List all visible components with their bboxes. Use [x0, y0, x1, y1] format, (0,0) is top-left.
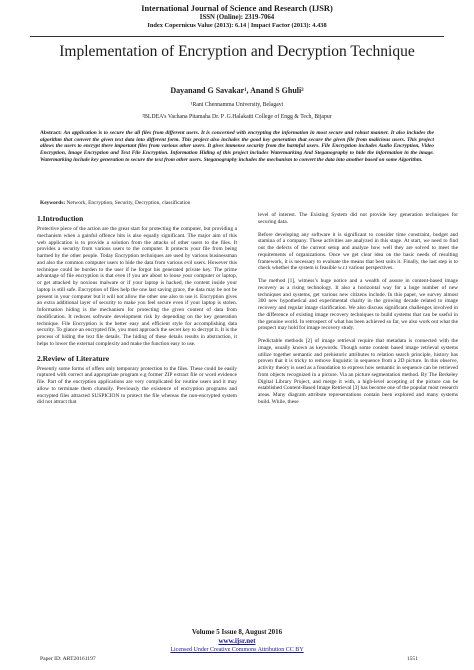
footer-volume: Volume 5 Issue 8, August 2016 [191, 628, 283, 636]
abstract-text: An application is to secure the all files from different users. It is concerned with encrypting the information in most secure and robust manner. It also includes the algorithm that convert the given text data into different form. This project also includes the good key generation that secure the given file from malicious users. This project allows the users to encrypt there important files from various other users. It gives immense security from the harmful users. File Encryption includes Audio Encryption, Video Encryption, Image Encryption and Text File Encryption. Information Hiding of this project includes Watermarking And Steganography to hide the information in the image. Watermarking include key generation to secure the text from other users. Steganography includes the mechanism to convert the data into another based on some Algorithm. [40, 130, 434, 163]
journal-issn: ISSN (Online): 2319-7064 [199, 14, 275, 21]
right-paragraph-1: level of interest. The Existing System did not provide key generation techniques for securing data. [258, 212, 458, 225]
abstract-label: Abstract: [40, 130, 62, 136]
keywords-text: Network, Encryption, Security, Decryption, classification [66, 200, 191, 206]
section-heading-review: 2.Review of Literature [37, 353, 110, 363]
journal-name: International Journal of Science and Research (IJSR) [141, 4, 333, 13]
introduction-paragraph: Protective piece of the action are the great start for protecting the computer, but providing a mechanism when a gainful offence hits is also equally significant. The major aim of this web application is to provide a solution from the attacks of other users to the files. It provides a security from various users to the computer. It protects your file from being harmed by the other people. Today Encryption techniques are used by various businessman and also the common computer users to hide the data from various evil users. However this technique could be burden to the user if he forgot his generated private key. The prime advantage of file encryption is that even if you are about to loose your computer or laptop, or get attacked by noxious malware or if your laptop is hacked, the content inside your laptop is still safe. Encryption of files help the one last saving grace, the data may be not be present in your computer but it will not allow the other one also to use it. Encryption gives an extra additional layer of security to make you feel secure even if your laptop is stolen. Information hiding is the mechanism for protecting the given content of data from modification. It reduces software development risk by depending on the key generation technique. File Encryption is the better easy and efficient style for accomplishing data security. To glance an encrypted file, you must approach the secret key to decrypt it. It is the process of hiding the text file details. The hiding of these details results in abstraction, it helps to lower the external complexity and make the function easy to use. [37, 226, 237, 347]
affiliation-1: ¹Rani Chennamma University, Belagavi [190, 102, 284, 108]
page-number: 1551 [406, 656, 418, 662]
footer-license-link[interactable]: Licensed Under Creative Commons Attribution CC BY [170, 647, 304, 653]
right-paragraph-2: Before developing any software it is significant to consider time constraint, budget and stamina of a company. These activities are analyzed in this stage. At start, we need to find out the defects of the current setup and analyze how well they are solved to meet the requirements of organizations. Once we get clear idea on the basic needs of resulting framework, it is necessary to evaluate the means that best suits it. Finally, the last step is to check whether the system is feasible w.r.t various perspectives. [258, 231, 458, 272]
left-column [37, 212, 237, 412]
review-paragraph: Presently some forms of offers only temporary protection to the files. These could be easily ruptured with correct and appropriate program e.g former ZIP extract file or word evidence file. Part of the encryption applications are very complicated for routine users and it may allow to terminate them clumsily. Previously the existence of encryption programs and encrypted files attracted SUSPICION to protect the file whereas the non-encrypted system did not attract that [37, 365, 237, 406]
footer-journal-link[interactable]: www.ijsr.net [218, 637, 256, 645]
paper-authors: Dayanand G Savakar¹, Anand S Ghuli² [170, 86, 304, 95]
journal-index: Index Copernicus Value (2013): 6.14 | Impact Factor (2013): 4.438 [147, 22, 327, 29]
paper-id: Paper ID: ART20161197 [40, 656, 96, 662]
keywords-label: Keywords: [40, 200, 66, 206]
right-paragraph-4: Predictable methods [2] of image retrieval require that metadata is connected with the image, usually known as keywords. Though some content based image retrieval systems utilize together semantic and prehistoric attributes to relation search principle, history has proven that it is tricky to remove linguistic in sequence from a 2D picture. In this observe, activity theory is used as a foundation to express how semantic in sequence can be retrieved from objects recognized in a picture. Via an picture segmentation method. By The Berkeley Digital Library Project, and merge it with, a high-level accepting of the picture can be established Content-Based Image Retrieval [3] has become one of the popular most research areas. Many diagram attribute representations contain been explored and many systems build. While, these [258, 338, 458, 405]
page-footer [0, 628, 474, 654]
journal-header [0, 4, 474, 30]
header-divider [30, 36, 444, 37]
right-column [258, 212, 458, 412]
section-heading-introduction: 1.Introduction [37, 214, 84, 223]
affiliation-2: ²BLDEA’s Vachana Pitamaha Dr. P .G.Halakatti College of Engg & Tech, Bijapur [142, 114, 332, 120]
paper-title: Implementation of Encryption and Decryption Technique [59, 43, 415, 60]
keywords [40, 200, 434, 207]
abstract [40, 130, 434, 164]
right-paragraph-3: The method [1], witness’s huge notice and a wealth of assure in content-based image recovery as a rising technology. It also a horizontal way for a huge number of new techniques and systems, get various new citizens include. In this paper, we survey almost 300 new hypothetical and experimental charity in the growing decade related to image recovery and regular image clarification. We also discuss significant challenges involved in the difference of existing image recovery techniques to build systems that can be useful in the genuine world. In retrospect of what has been achieved so far, we also work out what the prospect may hold for image recovery study. [258, 278, 458, 332]
